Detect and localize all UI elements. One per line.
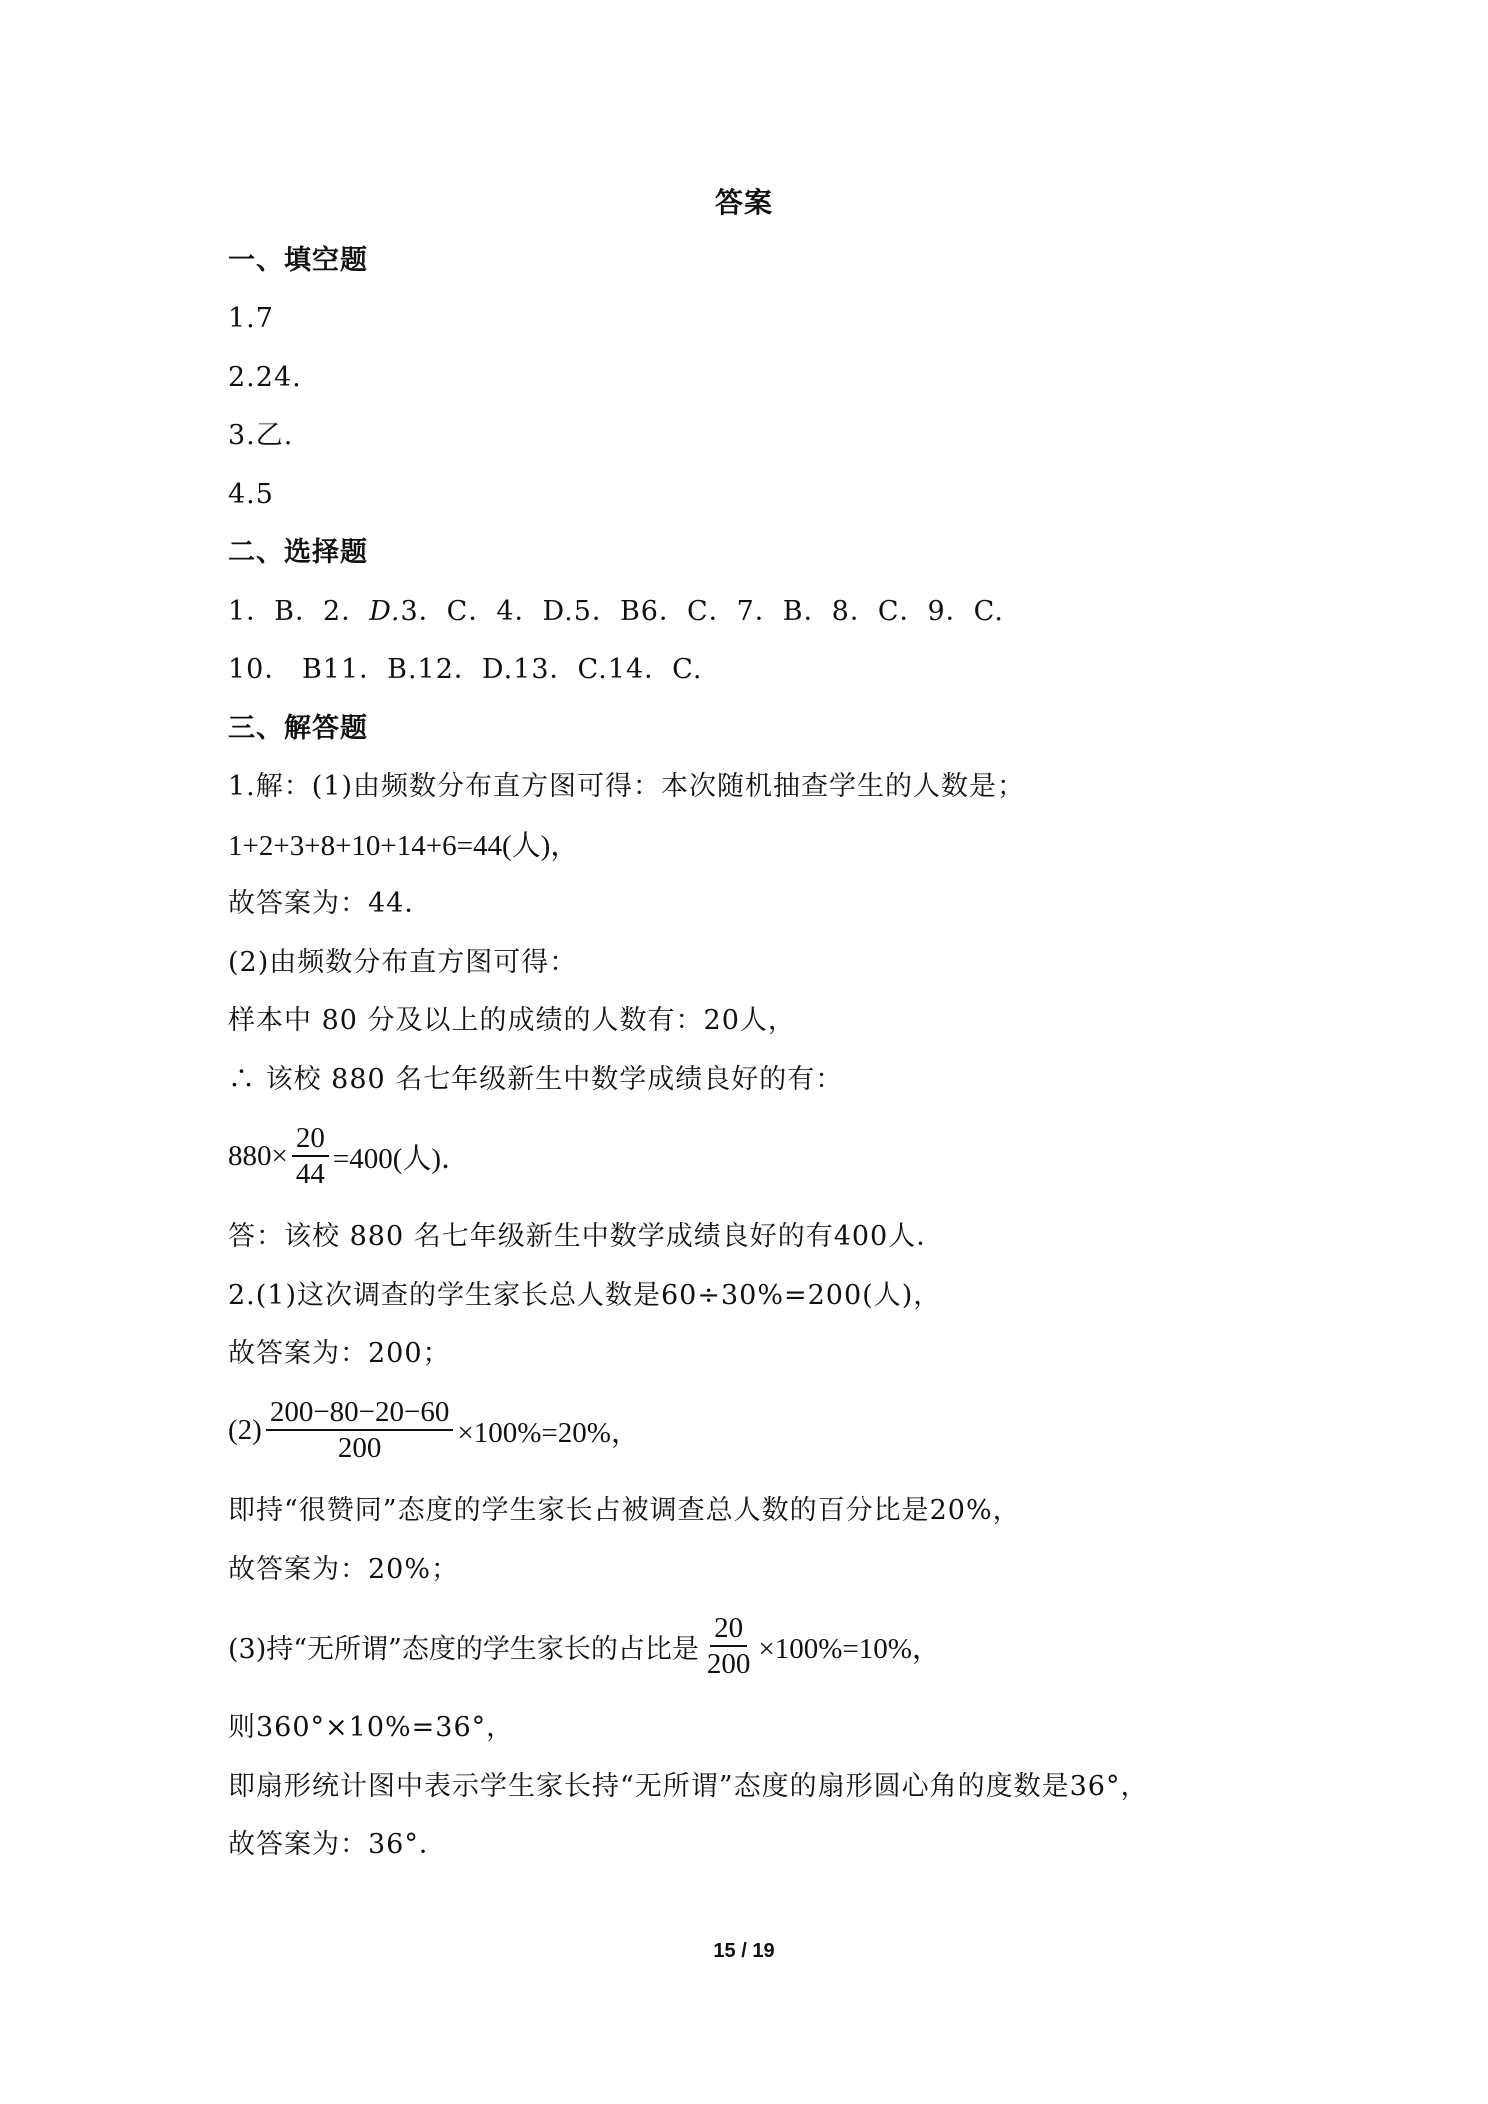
choice-answers-line-1 (228, 595, 1004, 629)
q2-line-7: 则360°×10%=36°， (228, 1712, 515, 1743)
q2-line-8: 即扇形统计图中表示学生家长持“无所谓”态度的扇形圆心角的度数是36°， (228, 1771, 1149, 1802)
q1-frac-post: =400(人)． (332, 1142, 471, 1175)
q1-line-2: 1+2+3+8+10+14+6=44(人)， (228, 830, 580, 862)
q2-line-5: 故答案为：20%； (228, 1554, 460, 1585)
q1-line-8: 答：该校 880 名七年级新生中数学成绩良好的有400人． (228, 1221, 945, 1252)
q2-line-1: 2.(1)这次调查的学生家长总人数是60÷30%=200(人)， (228, 1280, 942, 1311)
q2-frac3-pre: (3)持“无所谓”态度的学生家长的占比是 (228, 1633, 699, 1665)
section-heading-fill: 一、填空题 (228, 245, 368, 276)
q2-frac2-numerator: 20 (710, 1611, 747, 1647)
q2-frac1-denominator: 200 (337, 1432, 382, 1464)
page-title: 答案 (714, 186, 773, 219)
fill-answer-4: 4.5 (228, 479, 274, 510)
q1-frac-pre: 880× (228, 1139, 288, 1172)
q1-line-1: 1.解：(1)由频数分布直方图可得：本次随机抽查学生的人数是； (228, 771, 1026, 802)
q2-frac2-denominator: 200 (706, 1648, 751, 1680)
q1-frac-denominator: 44 (295, 1158, 325, 1190)
page-number: 15 / 19 (713, 1940, 775, 1962)
choice-part-d: D. (369, 596, 401, 627)
q1-frac-numerator: 20 (292, 1121, 329, 1157)
fill-answer-3: 3.乙. (228, 420, 294, 451)
q2-frac1-numerator: 200−80−20−60 (266, 1395, 454, 1431)
q2-fraction-line-2 (228, 1392, 640, 1468)
q2-fraction-1 (266, 1395, 454, 1465)
q2-frac-post: ×100%=20%， (457, 1416, 640, 1449)
q1-fraction-line (228, 1118, 470, 1194)
q1-line-6: ∴ 该校 880 名七年级新生中数学成绩良好的有： (228, 1064, 844, 1095)
fill-answer-2: 2.24. (228, 362, 302, 393)
section-heading-solve: 三、解答题 (228, 713, 368, 744)
q1-line-4: (2)由频数分布直方图可得： (228, 947, 578, 978)
q2-frac-pre: (2) (228, 1413, 262, 1446)
q1-line-5: 样本中 80 分及以上的成绩的人数有：20人， (228, 1005, 796, 1036)
q1-fraction (292, 1121, 329, 1191)
choice-part-a: 1．B．2． (228, 596, 370, 627)
q2-line-4: 即持“很赞同”态度的学生家长占被调查总人数的百分比是20%， (228, 1495, 1021, 1526)
q2-line-9: 故答案为：36°． (228, 1829, 447, 1860)
section-heading-choice: 二、选择题 (228, 537, 368, 568)
choice-part-b: 3．C．4．D.5．B6．C．7．B．8．C．9．C. (400, 596, 1004, 627)
q2-line-2: 故答案为：200； (228, 1338, 451, 1369)
fill-answer-1: 1.7 (228, 303, 274, 334)
q2-fraction-2 (703, 1611, 755, 1681)
q2-frac3-post: ×100%=10%， (758, 1632, 941, 1665)
q2-fraction-line-3 (228, 1608, 941, 1684)
choice-answers-line-2: 10． B11．B.12．D.13．C.14．C. (228, 654, 703, 685)
q1-line-3: 故答案为：44． (228, 888, 433, 919)
